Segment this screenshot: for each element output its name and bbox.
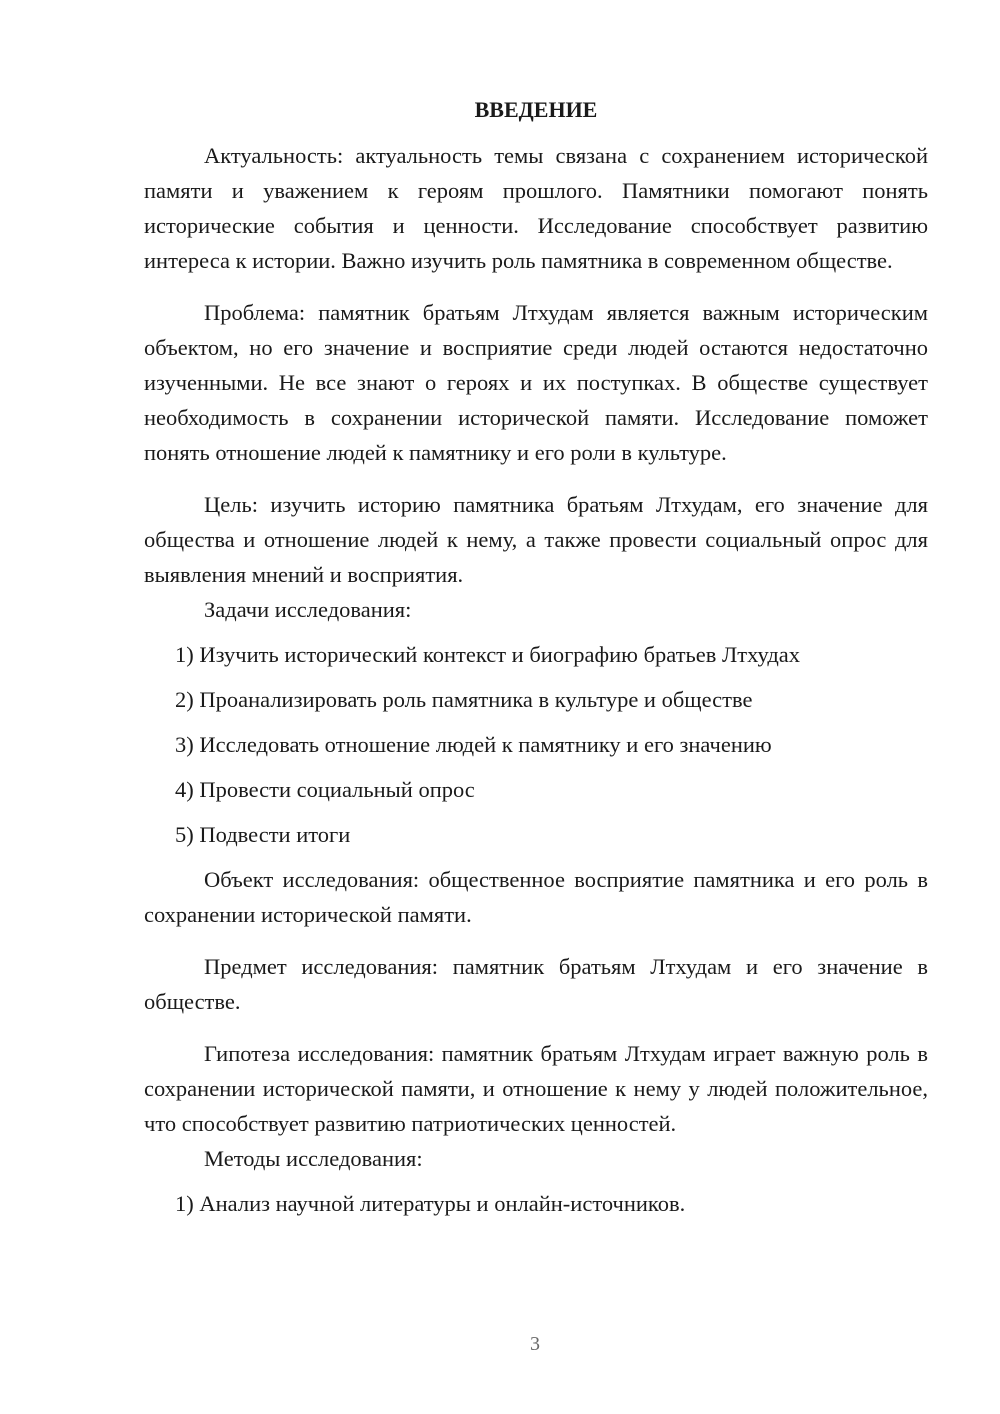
list-item: 5) Подвести итоги	[175, 822, 351, 847]
object-paragraph: Объект исследования: общественное восприятие памятника и его роль в сохранении исторической памяти.	[144, 867, 928, 927]
methods-heading: Методы исследования:	[204, 1146, 423, 1171]
methods-list	[144, 1186, 928, 1221]
goal-paragraph: Цель: изучить историю памятника братьям Лтхудам, его значение для общества и отношение людей к нему, а также провести социальный опрос для выявления мнений и восприятия.	[144, 492, 928, 587]
list-item: 1) Изучить исторический контекст и биографию братьев Лтхудах	[175, 642, 801, 667]
list-item: 4) Провести социальный опрос	[175, 777, 475, 802]
problem-paragraph: Проблема: памятник братьям Лтхудам является важным историческим объектом, но его значение и восприятие среди людей остаются недостаточно изученными. Не все знают о героях и их поступках. В обществе существует необходимость в сохранении исторической памяти. Исследование поможет понять отношение людей к памятнику и его роли в культуре.	[144, 300, 928, 465]
list-item: 1) Анализ научной литературы и онлайн-источников.	[175, 1191, 686, 1216]
page-number: 3	[530, 1333, 540, 1355]
subject-paragraph: Предмет исследования: памятник братьям Лтхудам и его значение в обществе.	[144, 954, 928, 1014]
hypothesis-paragraph: Гипотеза исследования: памятник братьям Лтхудам играет важную роль в сохранении исторической памяти, и отношение к нему у людей положительное, что способствует развитию патриотических ценностей.	[144, 1041, 928, 1136]
tasks-heading: Задачи исследования:	[204, 597, 412, 622]
document-page	[144, 94, 928, 1221]
list-item: 2) Проанализировать роль памятника в культуре и обществе	[175, 687, 753, 712]
page-title: ВВЕДЕНИЕ	[474, 97, 598, 122]
tasks-list	[144, 637, 928, 852]
list-item: 3) Исследовать отношение людей к памятнику и его значению	[175, 732, 772, 757]
relevance-paragraph: Актуальность: актуальность темы связана с сохранением исторической памяти и уважением к героям прошлого. Памятники помогают понять исторические события и ценности. Исследование способствует развитию интереса к истории. Важно изучить роль памятника в современном обществе.	[144, 143, 928, 273]
